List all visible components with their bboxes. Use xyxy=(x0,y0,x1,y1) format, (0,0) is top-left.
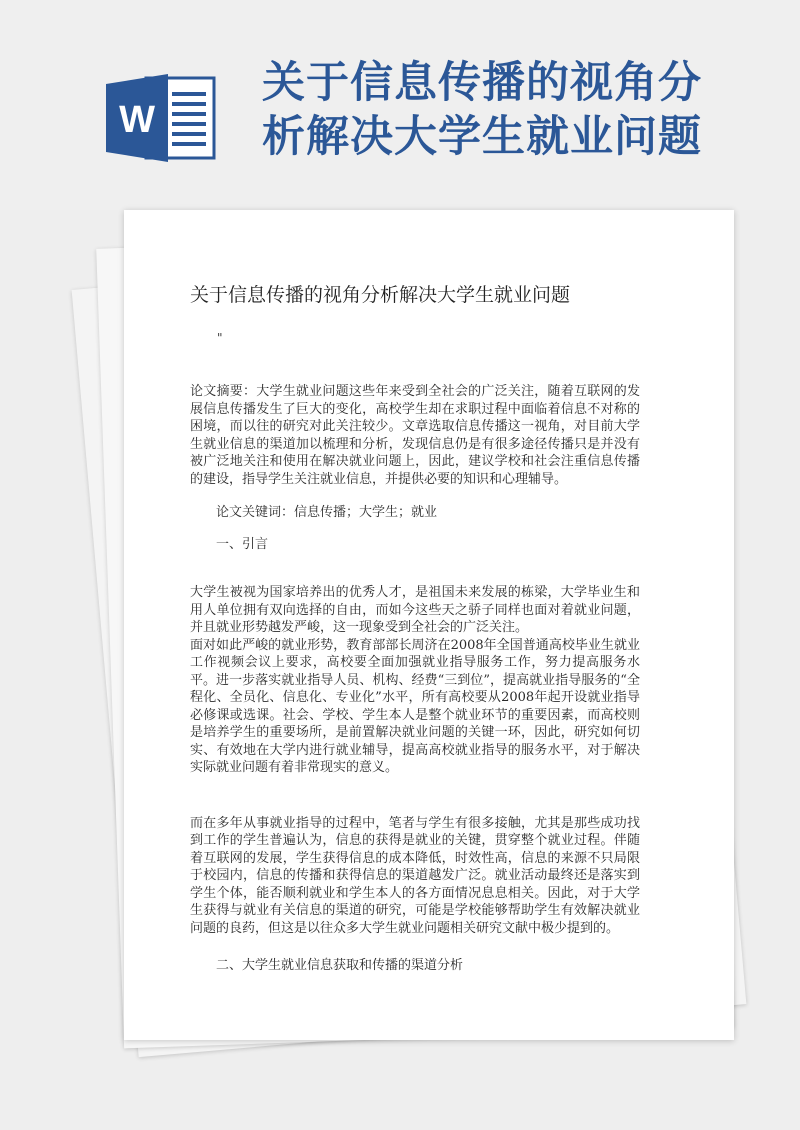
section-heading-channels: 二、大学生就业信息获取和传播的渠道分析 xyxy=(216,958,464,973)
body-paragraph-3: 而在多年从事就业指导的过程中，笔者与学生有很多接触，尤其是那些成功找到工作的学生普遍认为，信息的获得是就业的关键，贯穿整个就业过程。伴随着互联网的发展，学生获得信息的成本降低，时效性高，信息的来源不只局限于校园内，信息的传播和获得信息的渠道越发广泛。就业活动最终还是落实到学生个体，能否顺利就业和学生本人的各方面情况息息相关。因此，对于大学生获得与就业有关信息的渠道的研究，可能是学校能够帮助学生有效解决就业问题的良药，但这是以往众多大学生就业问题相关研究文献中极少提到的。 xyxy=(190,815,640,936)
section-heading-introduction: 一、引言 xyxy=(216,536,269,552)
document-title: 关于信息传播的视角分析解决大学生就业问题 xyxy=(190,284,571,306)
banner-title-line2: 析解决大学生就业问题 xyxy=(262,112,702,162)
quote-mark: " xyxy=(217,331,223,345)
document-body xyxy=(190,280,640,975)
word-document-icon xyxy=(102,68,222,168)
body-paragraph-1: 大学生被视为国家培养出的优秀人才，是祖国未来发展的栋梁，大学毕业生和用人单位拥有双向选择的自由，而如今这些天之骄子同样也面对着就业问题，并且就业形势越发严峻，这一现象受到全社会的广泛关注。 xyxy=(190,585,640,635)
banner-title xyxy=(262,56,782,164)
svg-text:W: W xyxy=(119,99,155,141)
abstract-paragraph: 论文摘要：大学生就业问题这些年来受到全社会的广泛关注，随着互联网的发展信息传播发生了巨大的变化，高校学生却在求职过程中面临着信息不对称的困境，而以往的研究对此关注较少。文章选取信息传播这一视角，对目前大学生就业信息的渠道加以梳理和分析，发现信息仍是有很多途径传播只是并没有被广泛地关注和使用在解决就业问题上，因此，建议学校和社会注重信息传播的建设，指导学生关注就业信息，并提供必要的知识和心理辅导。 xyxy=(190,384,640,487)
body-paragraph-2: 面对如此严峻的就业形势，教育部部长周济在2008年全国普通高校毕业生就业工作视频会议上要求，高校要全面加强就业指导服务工作，努力提高服务水平。进一步落实就业指导人员、机构、经费“三到位”，提高就业指导服务的“全程化、全员化、信息化、专业化”水平，所有高校要从2008年起开设就业指导必修课或选课。社会、学校、学生本人是整个就业环节的重要因素，而高校则是培养学生的重要场所，是前置解决就业问题的关键一环，因此，研究如何切实、有效地在大学内进行就业辅导，提高高校就业指导的服务水平，对于解决实际就业问题有着非常现实的意义。 xyxy=(190,637,640,775)
keywords-line: 论文关键词：信息传播；大学生；就业 xyxy=(216,505,438,520)
header-banner xyxy=(0,0,800,210)
banner-title-line1: 关于信息传播的视角分 xyxy=(262,58,702,108)
